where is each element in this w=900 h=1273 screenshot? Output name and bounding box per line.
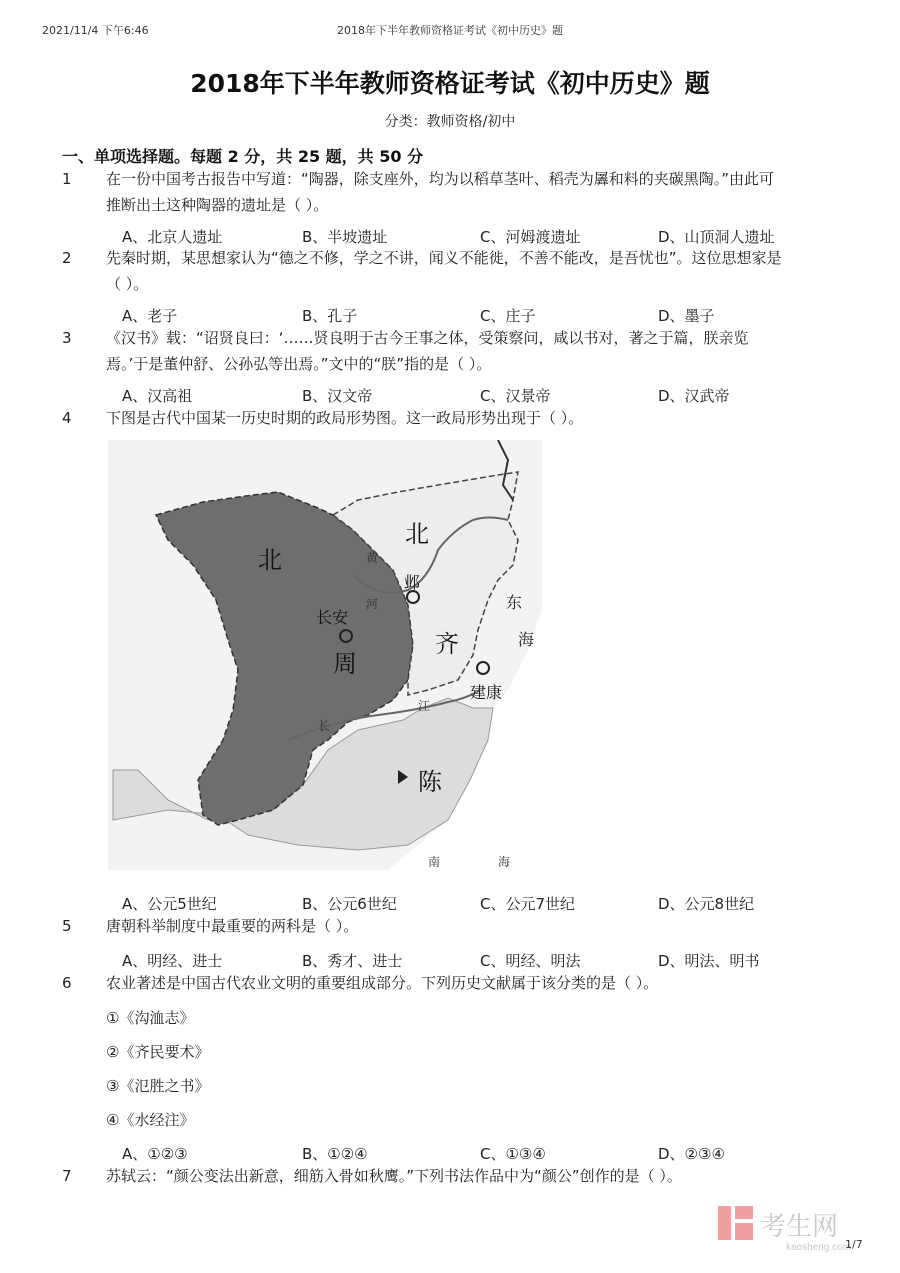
option-d: D、②③④ bbox=[658, 1145, 725, 1163]
option-d: D、公元8世纪 bbox=[658, 895, 755, 913]
list-item: ②《齐民要术》 bbox=[106, 1043, 210, 1061]
map-label-dong: 东 bbox=[506, 593, 523, 612]
question-line: 在一份中国考古报告中写道：“陶器，除支座外，均为以稻草茎叶、稻壳为羼和料的夹碳黑陶。”由此可 bbox=[106, 170, 775, 188]
question-line: 先秦时期，某思想家认为“德之不修，学之不讲，闻义不能徙，不善不能改，是吾忧也”。这位思想家是 bbox=[106, 249, 782, 267]
option-a: A、汉高祖 bbox=[122, 387, 193, 405]
section-heading: 一、单项选择题。每题 2 分，共 25 题，共 50 分 bbox=[62, 147, 424, 166]
map-label-huang: 黄 bbox=[366, 551, 379, 565]
print-datetime: 2021/11/4 下午6:46 bbox=[42, 24, 149, 37]
logo-brand-text: 考生网 bbox=[760, 1211, 839, 1241]
question-number: 5 bbox=[62, 917, 72, 935]
map-label-qi: 齐 bbox=[435, 630, 459, 658]
question-number: 1 bbox=[62, 170, 72, 188]
map-label-north-qi-bei: 北 bbox=[405, 520, 429, 548]
option-c: C、汉景帝 bbox=[480, 387, 551, 405]
option-d: D、山顶洞人遗址 bbox=[658, 228, 775, 246]
logo-block-bottom bbox=[735, 1223, 753, 1240]
option-a: A、公元5世纪 bbox=[122, 895, 217, 913]
historical-map bbox=[108, 440, 542, 870]
question-text bbox=[106, 245, 824, 297]
option-b: B、半坡遗址 bbox=[302, 228, 388, 246]
option-b: B、①②④ bbox=[302, 1145, 368, 1163]
map-label-hai: 海 bbox=[518, 630, 535, 649]
question-line: 下图是古代中国某一历史时期的政局形势图。这一政局形势出现于（ ）。 bbox=[106, 409, 584, 427]
option-c: C、公元7世纪 bbox=[480, 895, 576, 913]
option-a: A、①②③ bbox=[122, 1145, 188, 1163]
option-c: C、河姆渡遗址 bbox=[480, 228, 581, 246]
question-number: 4 bbox=[62, 409, 72, 427]
print-doc-title: 2018年下半年教师资格证考试《初中历史》题 bbox=[337, 24, 563, 37]
option-b: B、汉文帝 bbox=[302, 387, 373, 405]
map-label-nan: 南 bbox=[428, 855, 441, 869]
option-a: A、老子 bbox=[122, 307, 178, 325]
question-line: 推断出土这种陶器的遗址是（ ）。 bbox=[106, 196, 329, 214]
option-d: D、明法、明书 bbox=[658, 952, 760, 970]
question-number: 3 bbox=[62, 329, 72, 347]
category-label: 分类：教师资格/初中 bbox=[384, 114, 516, 130]
option-d: D、汉武帝 bbox=[658, 387, 730, 405]
list-item: ③《氾胜之书》 bbox=[106, 1077, 210, 1095]
option-c: C、庄子 bbox=[480, 307, 536, 325]
map-label-chang: 长 bbox=[318, 719, 331, 733]
logo-block-left bbox=[718, 1206, 731, 1240]
map-label-zhou: 周 bbox=[333, 650, 357, 678]
option-b: B、秀才、进士 bbox=[302, 952, 403, 970]
option-a: A、北京人遗址 bbox=[122, 228, 223, 246]
logo-domain-text: kaosheng.com bbox=[786, 1242, 852, 1253]
question-text bbox=[106, 1163, 824, 1189]
question-line: （ ）。 bbox=[106, 275, 149, 293]
map-label-changan: 长安 bbox=[316, 608, 349, 627]
map-label-he: 河 bbox=[366, 597, 379, 611]
option-c: C、明经、明法 bbox=[480, 952, 581, 970]
question-line: 《汉书》载：“诏贤良曰：‘……贤良明于古今王事之体，受策察问，咸以书对，著之于篇，朕亲览 bbox=[106, 329, 749, 347]
question-line: 焉。’于是董仲舒、公孙弘等出焉。”文中的“朕”指的是（ ）。 bbox=[106, 355, 492, 373]
list-item: ④《水经注》 bbox=[106, 1111, 195, 1129]
option-b: B、公元6世纪 bbox=[302, 895, 397, 913]
map-label-jiang: 江 bbox=[418, 699, 431, 713]
page-title: 2018年下半年教师资格证考试《初中历史》题 bbox=[190, 69, 710, 98]
question-line: 农业著述是中国古代农业文明的重要组成部分。下列历史文献属于该分类的是（ ）。 bbox=[106, 974, 659, 992]
map-label-chen: 陈 bbox=[418, 768, 442, 796]
question-text bbox=[106, 166, 824, 218]
option-a: A、明经、进士 bbox=[122, 952, 223, 970]
map-label-north-zhou-bei: 北 bbox=[258, 546, 282, 574]
logo-block-top bbox=[735, 1206, 753, 1219]
question-number: 2 bbox=[62, 249, 72, 267]
option-c: C、①③④ bbox=[480, 1145, 546, 1163]
question-text bbox=[106, 970, 824, 996]
option-b: B、孔子 bbox=[302, 307, 358, 325]
list-item: ①《沟洫志》 bbox=[106, 1009, 195, 1027]
question-text bbox=[106, 405, 824, 431]
question-number: 7 bbox=[62, 1167, 72, 1185]
question-line: 唐朝科举制度中最重要的两科是（ ）。 bbox=[106, 917, 359, 935]
page-number: 1/7 bbox=[845, 1238, 863, 1251]
map-label-ye: 邺 bbox=[404, 573, 421, 592]
question-number: 6 bbox=[62, 974, 72, 992]
option-d: D、墨子 bbox=[658, 307, 715, 325]
question-text bbox=[106, 913, 824, 939]
map-label-nan-hai: 海 bbox=[498, 855, 511, 869]
map-label-jiankang: 建康 bbox=[470, 683, 503, 702]
question-line: 苏轼云：“颜公变法出新意，细筋入骨如秋鹰。”下列书法作品中为“颜公”创作的是（ ）。 bbox=[106, 1167, 682, 1185]
question-text bbox=[106, 325, 824, 377]
